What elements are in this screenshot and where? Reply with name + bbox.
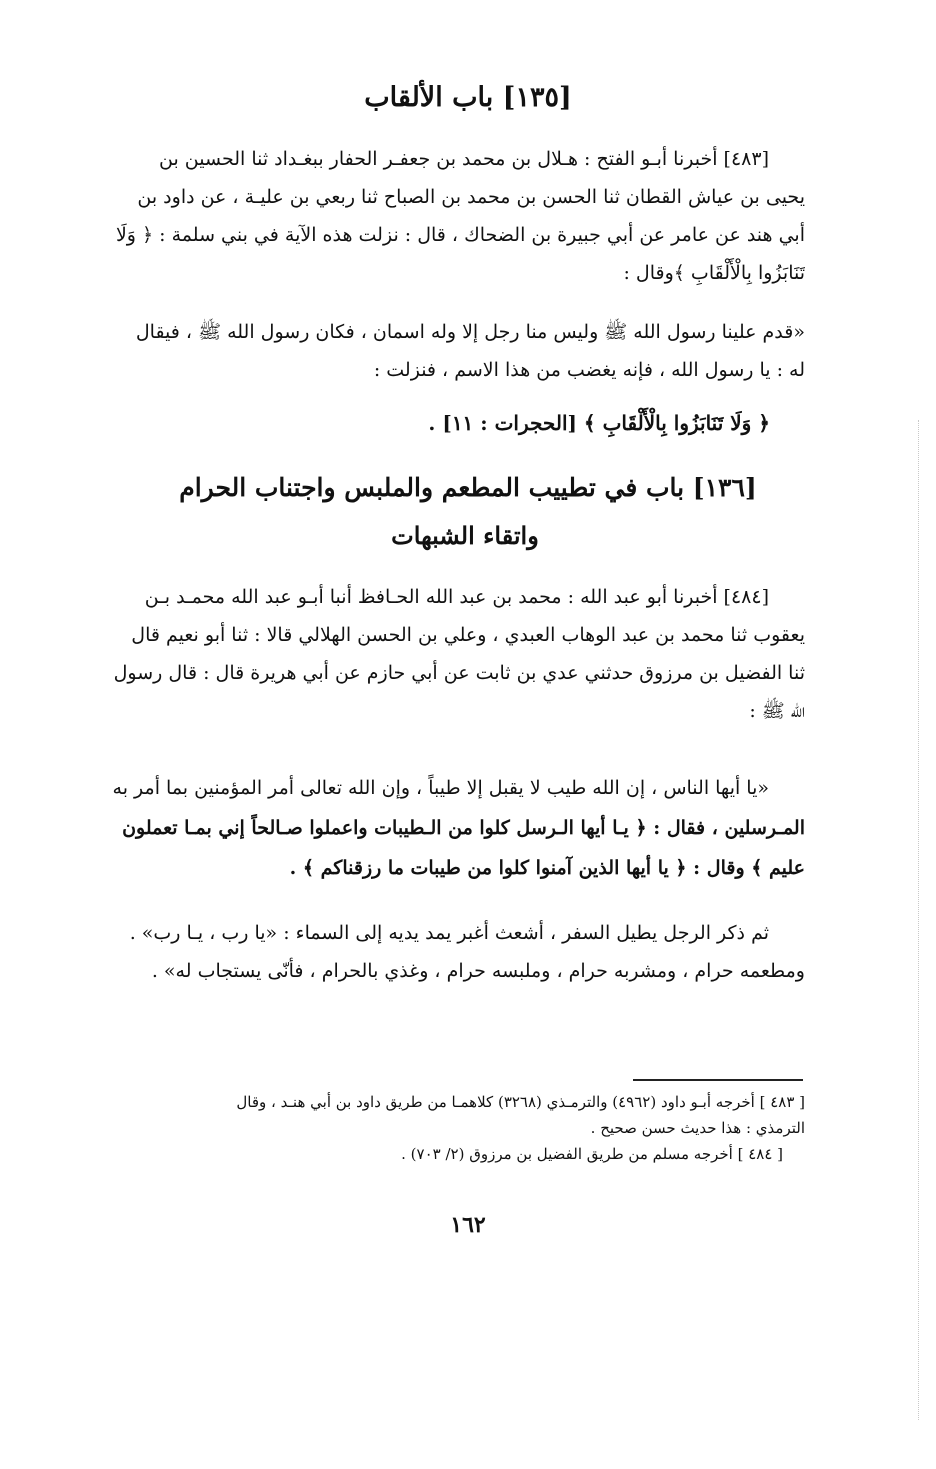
text-line: الله ﷺ : <box>749 700 805 722</box>
text-line: يعقوب ثنا محمد بن عبد الوهاب العبدي ، وعلي بن الحسن الهلالي قالا : ثنا أبو نعيم قال <box>131 624 805 646</box>
text-line: «يا أيها الناس ، إن الله طيب لا يقبل إلا طيباً ، وإن الله تعالى أمر المؤمنين بما أمر به <box>112 777 769 799</box>
text-line: «قدم علينا رسول الله ﷺ وليس منا رجل إلا وله اسمان ، فكان رسول الله ﷺ ، فيقال <box>135 321 805 343</box>
text-line: أبي هند عن عامر عن أبي جبيرة بن الضحاك ، قال : نزلت هذه الآية في بني سلمة : ﴿ وَلَا <box>115 224 805 246</box>
page-number: ١٦٢ <box>450 1212 486 1238</box>
text-line: [٤٨٤] أخبرنا أبو عبد الله : محمد بن عبد الله الحـافظ أنبا أبـو عبد الله محمـد بـن <box>144 586 769 608</box>
hadith-484-matn <box>62 768 805 888</box>
text-line: يحيى بن عياش القطان ثنا الحسن بن محمد بن الصباح ثنا ربعي بن عليـة ، عن داود بن <box>137 186 805 208</box>
chapter-136-title: [١٣٦] باب في تطييب المطعم والملبس واجتناب الحرام <box>179 473 757 502</box>
text-line: ثم ذكر الرجل يطيل السفر ، أشعث أغبر يمد يديه إلى السماء : «يا رب ، يـا رب» . <box>129 922 769 944</box>
footnotes <box>60 1089 805 1167</box>
text-line: [٤٨٣] أخبرنا أبـو الفتح : هـلال بن محمد بن جعفـر الحفار ببغـداد ثنا الحسين بن <box>159 148 769 170</box>
chapter-136-subtitle: واتقاء الشبهات <box>391 521 539 550</box>
text-line: له : يا رسول الله ، فإنه يغضب من هذا الاسم ، فنزلت : <box>373 359 805 381</box>
text-line: المـرسلين ، فقال : ﴿ يـا أيها الـرسل كلوا من الـطيبات واعملوا صـالحاً إني بمـا تعملون <box>122 817 805 839</box>
footnote-line: [ ٤٨٣ ] أخرجه أبـو داود (٤٩٦٢) والترمـذي (٣٢٦٨) كلاهمـا من طريق داود بن أبي هنـد ، وقال <box>236 1093 805 1111</box>
quran-verse-hujurat <box>300 404 770 442</box>
footnote-line: [ ٤٨٤ ] أخرجه مسلم من طريق الفضيل بن مرزوق (٢/ ٧٠٣) . <box>401 1145 783 1163</box>
footnote-separator <box>633 1079 803 1081</box>
text-line: عليم ﴾ وقال : ﴿ يا أيها الذين آمنوا كلوا من طيبات ما رزقناكم ﴾ . <box>289 857 805 879</box>
text-line: ومطعمه حرام ، ومشربه حرام ، وملبسه حرام ، وغذي بالحرام ، فأنّى يستجاب له» . <box>151 960 805 982</box>
scan-edge-marks <box>918 420 923 1420</box>
hadith-484-isnad <box>62 578 805 730</box>
hadith-484-closing <box>62 914 805 990</box>
footnote-line: الترمذي : هذا حديث حسن صحيح . <box>590 1119 805 1137</box>
text-line: تَنَابَزُوا بِالْأَلْقَابِ ﴾وقال : <box>623 262 805 284</box>
chapter-135-title: [١٣٥] باب الألقاب <box>364 82 572 113</box>
hadith-483-matn <box>62 313 805 389</box>
text-line: ﴿ وَلَا تَنَابَزُوا بِالْأَلْقَابِ ﴾ [الحجرات : ١١] . <box>428 411 770 435</box>
text-line: ثنا الفضيل بن مرزوق حدثني عدي بن ثابت عن أبي حازم عن أبي هريرة قال : قال رسول <box>113 662 805 684</box>
hadith-483-isnad <box>62 140 805 292</box>
